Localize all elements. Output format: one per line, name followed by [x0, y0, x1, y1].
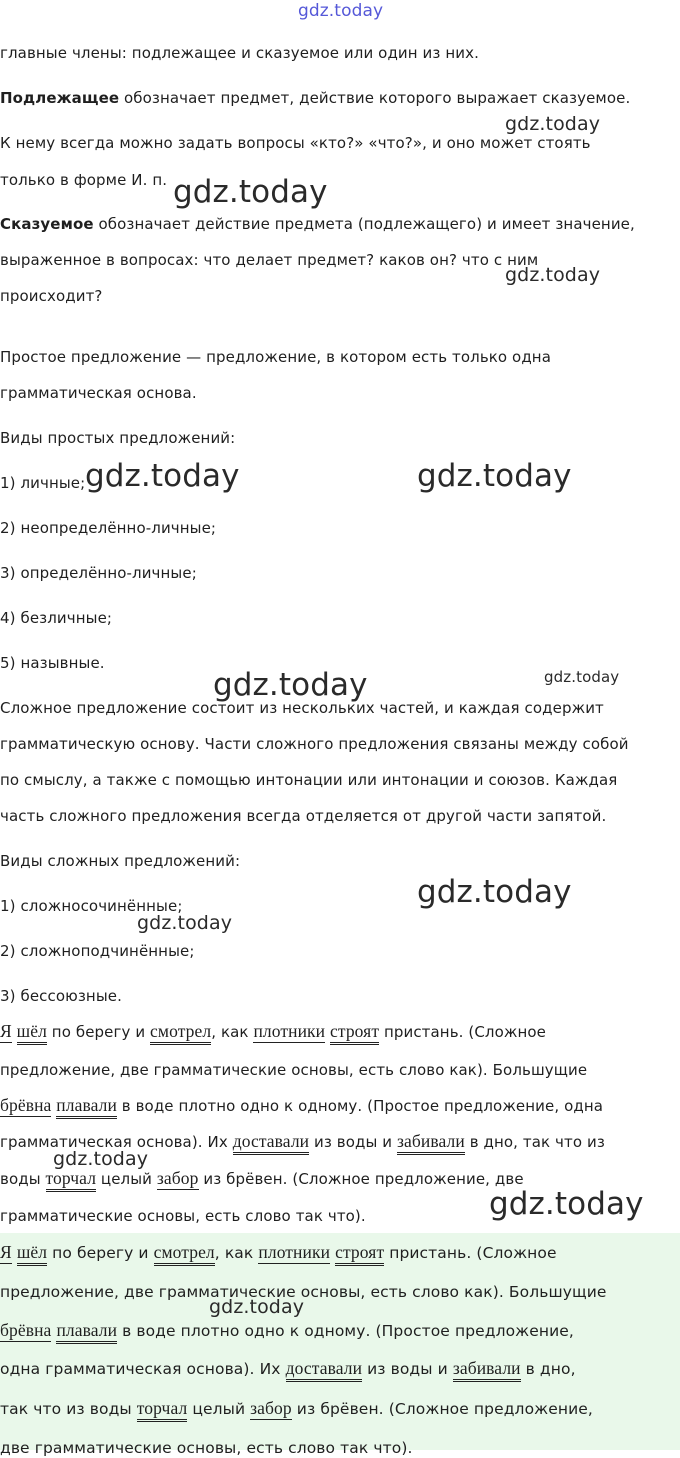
answer-line	[0, 1242, 557, 1263]
subject-word: плотники	[253, 1021, 326, 1041]
watermark: gdz.today	[505, 113, 601, 135]
watermark: gdz.today	[53, 1148, 149, 1170]
watermark: gdz.today	[489, 1186, 644, 1222]
predicate-word: шёл	[17, 1021, 47, 1045]
watermark: gdz.today	[417, 458, 572, 494]
plain-text: так что из воды	[0, 1400, 137, 1418]
text-line: Виды сложных предложений:	[0, 852, 241, 870]
plain-text: из брёвен. (Сложное предложение, две	[198, 1170, 524, 1188]
term-podlezhashchee: Подлежащее	[0, 89, 120, 107]
plain-text: в воде плотно одно к одному. (Простое предложение,	[117, 1322, 574, 1340]
answer-line	[0, 1358, 576, 1379]
text-line	[0, 214, 635, 234]
subject-word: брёвна	[0, 1320, 52, 1340]
text-line: Простое предложение — предложение, в котором есть только одна	[0, 348, 552, 366]
text-line: по смыслу, а также с помощью интонации или интонации и союзов. Каждая	[0, 771, 618, 789]
text-line: часть сложного предложения всегда отделяется от другой части запятой.	[0, 807, 607, 825]
watermark: gdz.today	[417, 874, 572, 910]
list-item: 5) назывные.	[0, 654, 105, 672]
plain-text: , как	[211, 1023, 254, 1041]
plain-text: по берегу и	[47, 1244, 154, 1262]
predicate-word: плавали	[56, 1320, 117, 1344]
list-item: 3) определённо-личные;	[0, 564, 197, 582]
plain-text: пристань. (Сложное	[379, 1023, 546, 1041]
text-line: К нему всегда можно задать вопросы «кто?» «что?», и оно может стоять	[0, 134, 591, 152]
list-item: 3) бессоюзные.	[0, 987, 122, 1005]
exercise-line: грамматические основы, есть слово так что).	[0, 1207, 366, 1225]
predicate-word: доставали	[233, 1131, 309, 1155]
watermark: gdz.today	[505, 264, 601, 286]
plain-text: в дно, так что из	[464, 1133, 605, 1151]
answer-line	[0, 1320, 574, 1341]
answer-line: предложение, две грамматические основы, есть слово как). Большущие	[0, 1283, 607, 1301]
text-line: Сложное предложение состоит из нескольких частей, и каждая содержит	[0, 699, 604, 717]
plain-text: целый	[96, 1170, 157, 1188]
plain-text: воды	[0, 1170, 46, 1188]
predicate-word: забивали	[397, 1131, 465, 1155]
watermark: gdz.today	[85, 458, 240, 494]
predicate-word: торчал	[46, 1168, 97, 1192]
answer-line	[0, 1398, 593, 1419]
watermark: gdz.today	[137, 912, 233, 934]
predicate-word: смотрел	[154, 1242, 215, 1266]
predicate-word: шёл	[17, 1242, 47, 1266]
text-line	[0, 88, 630, 108]
watermark: gdz.today	[209, 1296, 305, 1318]
predicate-word: забивали	[453, 1358, 521, 1382]
plain-text: целый	[187, 1400, 251, 1418]
list-item: 1) сложносочинённые;	[0, 897, 183, 915]
plain-text: , как	[214, 1244, 259, 1262]
subject-word: плотники	[258, 1242, 331, 1262]
text-line: происходит?	[0, 287, 103, 305]
predicate-word: доставали	[286, 1358, 362, 1382]
list-item: 2) неопределённо-личные;	[0, 519, 217, 537]
text-line: Виды простых предложений:	[0, 429, 236, 447]
plain-text: грамматическая основа). Их	[0, 1133, 233, 1151]
subject-word: Я	[0, 1242, 12, 1262]
text-line: грамматическую основу. Части сложного предложения связаны между собой	[0, 735, 629, 753]
predicate-word: строят	[330, 1021, 379, 1045]
predicate-word: плавали	[56, 1095, 117, 1119]
exercise-line	[0, 1095, 603, 1116]
subject-word: Я	[0, 1021, 12, 1041]
exercise-line	[0, 1021, 546, 1042]
plain-text: в воде плотно одно к одному. (Простое предложение, одна	[116, 1097, 604, 1115]
plain-text: одна грамматическая основа). Их	[0, 1360, 286, 1378]
watermark: gdz.today	[298, 1, 384, 21]
plain-text: в дно,	[520, 1360, 576, 1378]
text-line: только в форме И. п.	[0, 171, 168, 189]
subject-word: забор	[156, 1168, 199, 1188]
answer-line: две грамматические основы, есть слово так что).	[0, 1439, 413, 1457]
plain-text: из воды и	[362, 1360, 453, 1378]
definition-text: обозначает действие предмета (подлежащего) и имеет значение,	[93, 215, 635, 233]
plain-text: пристань. (Сложное	[384, 1244, 557, 1262]
watermark: gdz.today	[173, 174, 328, 210]
list-item: 4) безличные;	[0, 609, 113, 627]
predicate-word: торчал	[137, 1398, 188, 1422]
plain-text: из брёвен. (Сложное предложение,	[291, 1400, 593, 1418]
definition-text: обозначает предмет, действие которого выражает сказуемое.	[119, 89, 631, 107]
term-skazuemoe: Сказуемое	[0, 215, 94, 233]
exercise-line: предложение, две грамматические основы, есть слово как). Большущие	[0, 1061, 588, 1079]
predicate-word: строят	[335, 1242, 384, 1266]
text-line: выраженное в вопросах: что делает предмет? каков он? что с ним	[0, 251, 539, 269]
predicate-word: смотрел	[150, 1021, 211, 1045]
text-line: главные члены: подлежащее и сказуемое или один из них.	[0, 44, 479, 62]
list-item: 2) сложноподчинённые;	[0, 942, 195, 960]
watermark: gdz.today	[544, 668, 620, 686]
list-item: 1) личные;	[0, 474, 86, 492]
plain-text: по берегу и	[46, 1023, 151, 1041]
plain-text: из воды и	[309, 1133, 398, 1151]
exercise-line	[0, 1168, 524, 1189]
watermark: gdz.today	[213, 667, 368, 703]
subject-word: брёвна	[0, 1095, 52, 1115]
text-line: грамматическая основа.	[0, 384, 197, 402]
subject-word: забор	[250, 1398, 292, 1418]
